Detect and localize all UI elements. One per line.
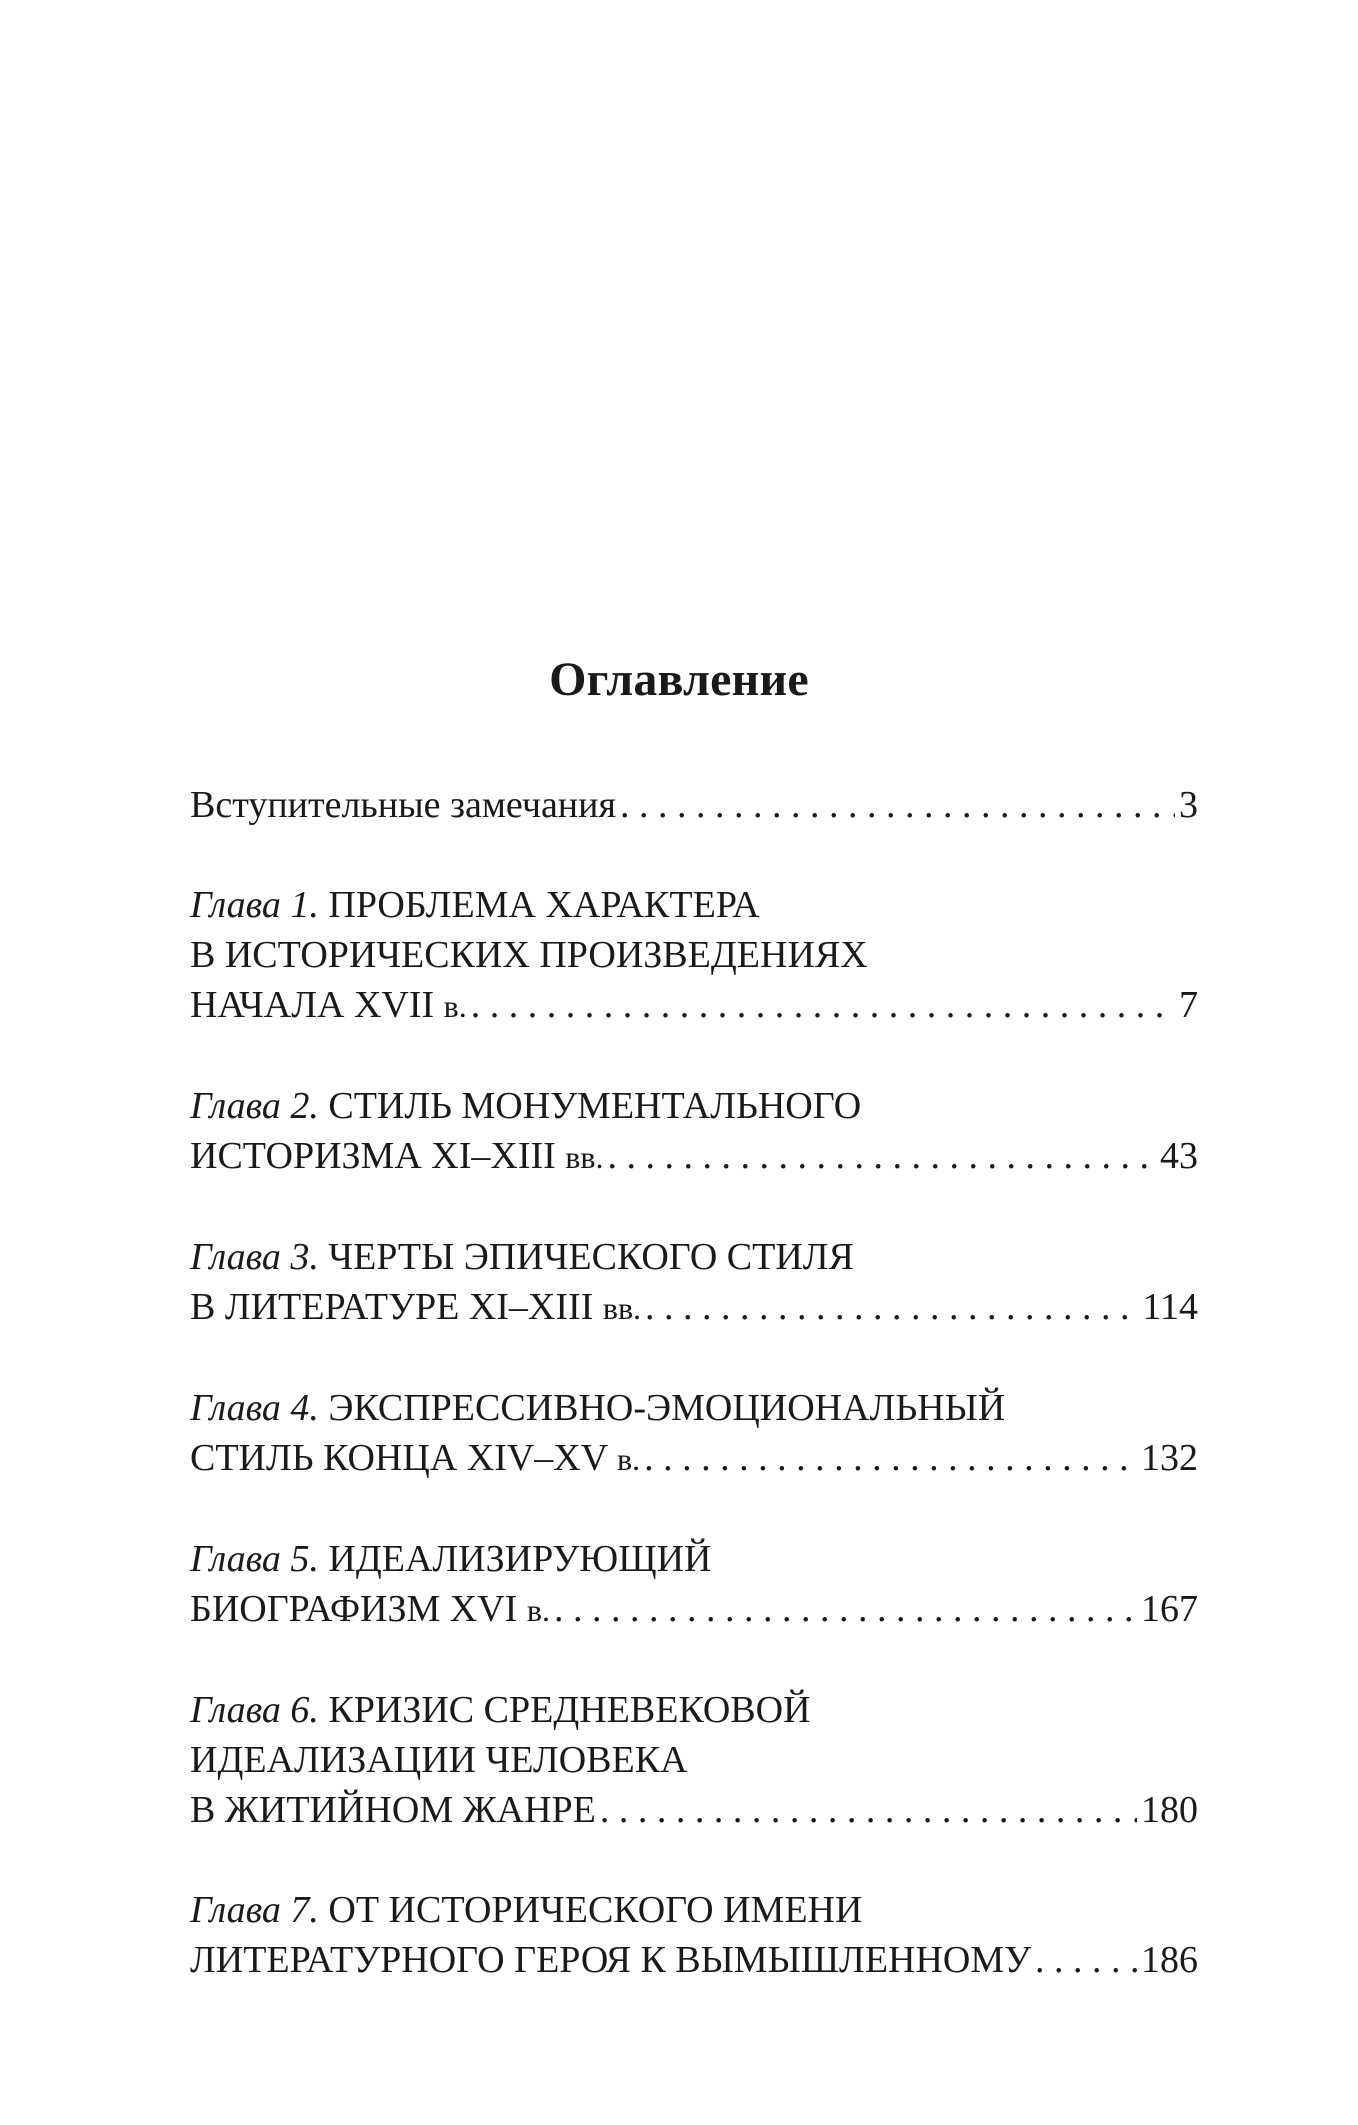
toc-entry[interactable]	[190, 1885, 1198, 1985]
century-suffix: в.	[526, 1592, 550, 1628]
dot-leader	[600, 1785, 1137, 1835]
toc-entry-text	[190, 1131, 604, 1182]
toc-entry-line	[190, 1232, 1198, 1282]
dot-leader	[471, 980, 1175, 1030]
chapter-title-line: В ЛИТЕРАТУРЕ XI–XIII	[190, 1286, 594, 1328]
toc-entry-last-line	[190, 1935, 1198, 1985]
chapter-title-line: ОТ ИСТОРИЧЕСКОГО ИМЕНИ	[328, 1889, 863, 1931]
toc-entry-text	[190, 1584, 550, 1635]
page-number: 3	[1179, 784, 1198, 826]
chapter-title-line: Вступительные замечания	[190, 784, 616, 826]
dot-leader	[620, 780, 1175, 830]
chapter-title-line: ИДЕАЛИЗАЦИИ ЧЕЛОВЕКА	[190, 1739, 688, 1781]
page-number: 167	[1141, 1588, 1198, 1630]
toc-entry-line	[190, 1534, 1198, 1584]
century-suffix: в.	[617, 1441, 641, 1477]
dot-leader	[645, 1282, 1138, 1332]
century-suffix: вв.	[565, 1139, 604, 1175]
chapter-title-line: ЛИТЕРАТУРНОГО ГЕРОЯ К ВЫМЫШЛЕННОМУ	[190, 1939, 1032, 1981]
chapter-label: Глава 4.	[190, 1387, 319, 1429]
toc-entry-last-line	[190, 1433, 1198, 1484]
toc-entry-last-line	[190, 1785, 1198, 1835]
toc-entry[interactable]	[190, 1534, 1198, 1635]
toc-entry-line	[190, 1885, 1198, 1935]
toc-entry[interactable]	[190, 780, 1198, 830]
chapter-label: Глава 5.	[190, 1538, 319, 1580]
chapter-title-line: ЧЕРТЫ ЭПИЧЕСКОГО СТИЛЯ	[328, 1236, 854, 1278]
page-number: 7	[1179, 984, 1198, 1026]
page-title: Оглавление	[549, 653, 809, 706]
page-number: 114	[1142, 1286, 1198, 1328]
toc-entry[interactable]	[190, 880, 1198, 1031]
toc-entry-text	[190, 1785, 596, 1835]
dot-leader	[608, 1131, 1156, 1181]
chapter-label: Глава 6.	[190, 1689, 319, 1731]
toc-entry-line	[190, 1685, 1198, 1735]
chapter-title-line: НАЧАЛА XVII	[190, 984, 435, 1026]
toc-entry-line	[190, 880, 1198, 930]
table-of-contents	[190, 780, 1198, 2035]
toc-entry-text	[190, 1433, 640, 1484]
toc-entry-text	[190, 980, 467, 1031]
chapter-title-line: ИСТОРИЗМА XI–XIII	[190, 1135, 556, 1177]
toc-entry-last-line	[190, 1282, 1198, 1333]
page-number: 43	[1160, 1135, 1198, 1177]
chapter-label: Глава 2.	[190, 1085, 319, 1127]
century-suffix: вв.	[602, 1290, 642, 1326]
page-number: 186	[1141, 1939, 1198, 1981]
chapter-title-line: ИДЕАЛИЗИРУЮЩИЙ	[328, 1538, 712, 1580]
chapter-title-line: В ИСТОРИЧЕСКИХ ПРОИЗВЕДЕНИЯХ	[190, 934, 868, 976]
dot-leader	[644, 1433, 1137, 1483]
chapter-label: Глава 3.	[190, 1236, 319, 1278]
toc-entry-last-line	[190, 1131, 1198, 1182]
toc-entry-line	[190, 1081, 1198, 1131]
chapter-title-line: СТИЛЬ МОНУМЕНТАЛЬНОГО	[328, 1085, 862, 1127]
toc-entry[interactable]	[190, 1685, 1198, 1835]
century-suffix: в.	[443, 988, 467, 1024]
chapter-title-line: ЭКСПРЕССИВНО-ЭМОЦИОНАЛЬНЫЙ	[328, 1387, 1006, 1429]
chapter-label: Глава 1.	[190, 884, 319, 926]
chapter-title-line: ПРОБЛЕМА ХАРАКТЕРА	[328, 884, 760, 926]
toc-entry-line	[190, 1735, 1198, 1785]
toc-entry-text	[190, 1282, 641, 1333]
chapter-title-line: КРИЗИС СРЕДНЕВЕКОВОЙ	[328, 1689, 811, 1731]
chapter-title-line: В ЖИТИЙНОМ ЖАНРЕ	[190, 1789, 596, 1831]
dot-leader	[1035, 1935, 1137, 1985]
toc-entry-text	[190, 1935, 1031, 1985]
page-number: 180	[1141, 1789, 1198, 1831]
page-number: 132	[1141, 1437, 1198, 1479]
chapter-title-line: СТИЛЬ КОНЦА XIV–XV	[190, 1437, 608, 1479]
toc-entry-line	[190, 1383, 1198, 1433]
toc-entry-text	[190, 780, 616, 830]
toc-entry[interactable]	[190, 1232, 1198, 1333]
toc-entry-line	[190, 930, 1198, 980]
chapter-label: Глава 7.	[190, 1889, 319, 1931]
toc-entry-last-line	[190, 780, 1198, 830]
toc-entry-last-line	[190, 980, 1198, 1031]
toc-entry[interactable]	[190, 1081, 1198, 1182]
toc-entry-last-line	[190, 1584, 1198, 1635]
chapter-title-line: БИОГРАФИЗМ XVI	[190, 1588, 518, 1630]
toc-entry[interactable]	[190, 1383, 1198, 1484]
dot-leader	[554, 1584, 1137, 1634]
